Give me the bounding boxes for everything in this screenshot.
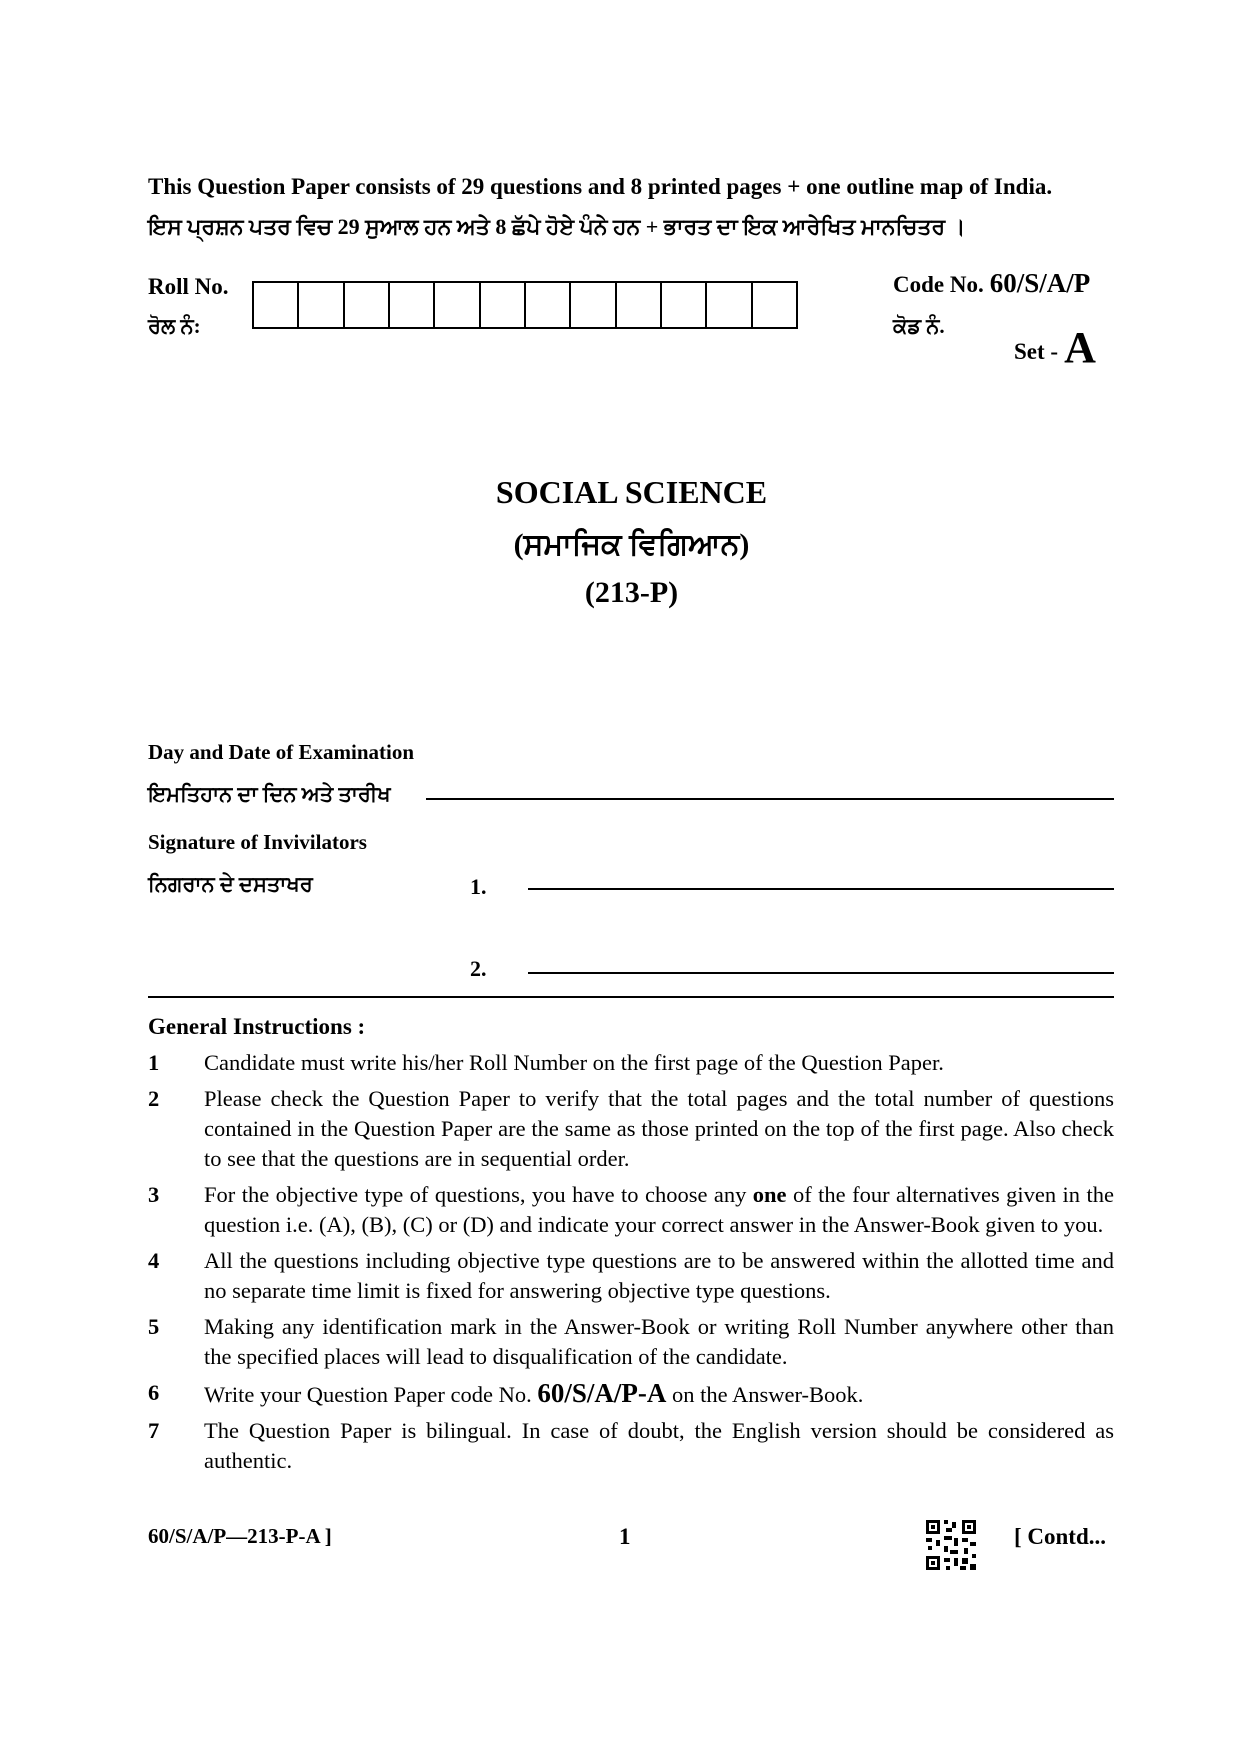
exam-date-label: Day and Date of Examination [148, 740, 415, 764]
instruction-item [148, 1048, 1114, 1078]
continued-label: [ Contd... [1014, 1524, 1107, 1549]
signature-line-2[interactable] [528, 972, 1114, 974]
roll-no-label-punjabi: ਰੋਲ ਨੰ: [148, 314, 201, 338]
instruction-item [148, 1084, 1114, 1174]
instruction-text [204, 1180, 1114, 1240]
instruction-text-emphasis: 60/S/A/P-A [537, 1378, 667, 1408]
paper-consists-english: This Question Paper consists of 29 questions and 8 printed pages + one outline map of India. [148, 174, 1053, 199]
instruction-text: The Question Paper is bilingual. In case of doubt, the English version should be considered as authentic. [204, 1418, 1114, 1473]
invigilator-signature-label: Signature of Invivilators [148, 830, 367, 854]
page-number: 1 [619, 1524, 631, 1549]
exam-date-line[interactable] [426, 798, 1114, 800]
signature-line-number-2: 2. [470, 956, 487, 981]
subject-title: SOCIAL SCIENCE [495, 474, 768, 510]
instruction-number: 5 [148, 1314, 160, 1339]
instruction-item [148, 1180, 1114, 1240]
invigilator-signature-label-punjabi: ਨਿਗਰਾਨ ਦੇ ਦਸਤਾਖਰ [148, 872, 313, 896]
footer-paper-code: 60/S/A/P—213-P-A ] [148, 1524, 332, 1548]
roll-box[interactable] [526, 283, 571, 327]
code-no [893, 268, 1090, 299]
section-divider [148, 996, 1114, 998]
instruction-item [148, 1416, 1114, 1476]
paper-consists-punjabi: ਇਸ ਪ੍ਰਸ਼ਨ ਪਤਰ ਵਿਚ 29 ਸੁਆਲ ਹਨ ਅਤੇ 8 ਛੱਪੇ ਹੋਏ ਪੰਨੇ ਹਨ + ਭਾਰਤ ਦਾ ਇਕ ਆਰੇਖਿਤ ਮਾਨਚਿਤਰ । [148, 214, 966, 239]
instruction-number: 3 [148, 1182, 160, 1207]
roll-box[interactable] [299, 283, 344, 327]
instruction-item [148, 1312, 1114, 1372]
qr-code-icon [924, 1518, 978, 1572]
code-no-label: Code No. [893, 272, 984, 297]
instruction-number: 2 [148, 1086, 160, 1111]
general-instructions-title: General Instructions : [148, 1014, 366, 1039]
instruction-number: 1 [148, 1050, 160, 1075]
instruction-text-post: of the four alternatives given in the question i.e. (A), (B), (C) or (D) and indicate your correct answer in the Answer-Book given to you. [204, 1182, 1114, 1237]
roll-box[interactable] [345, 283, 390, 327]
instruction-text-emphasis: one [752, 1182, 787, 1207]
instruction-number: 4 [148, 1248, 160, 1273]
instruction-text: Making any identification mark in the Answer-Book or writing Roll Number anywhere other than the specified places will lead to disqualification of the candidate. [204, 1314, 1114, 1369]
roll-box[interactable] [390, 283, 435, 327]
subject-code: (213-P) [584, 576, 679, 609]
signature-line-1[interactable] [528, 888, 1114, 890]
set-label: Set - [1014, 339, 1059, 364]
set-value: A [1064, 323, 1096, 372]
instruction-text-pre: For the objective type of questions, you have to choose any [204, 1182, 753, 1207]
roll-number-boxes[interactable] [252, 281, 798, 329]
roll-box[interactable] [481, 283, 526, 327]
subject-title-punjabi: (ਸਮਾਜਿਕ ਵਿਗਿਆਨ) [513, 528, 750, 561]
instruction-number: 6 [148, 1380, 160, 1405]
instruction-text: Please check the Question Paper to verify that the total pages and the total number of questions contained in the Question Paper are the same as those printed on the top of the first page. Also check to see that the questions are in sequential order. [204, 1086, 1114, 1171]
roll-box[interactable] [753, 283, 796, 327]
code-no-label-punjabi: ਕੋਡ ਨੰ. [893, 314, 945, 338]
instruction-item [148, 1378, 1114, 1410]
instruction-text: Candidate must write his/her Roll Number on the first page of the Question Paper. [204, 1050, 944, 1075]
instruction-item [148, 1246, 1114, 1306]
instruction-text-pre: Write your Question Paper code No. [204, 1382, 538, 1407]
roll-box[interactable] [662, 283, 707, 327]
instructions-list [148, 1048, 1114, 1482]
exam-date-label-punjabi: ਇਮਤਿਹਾਨ ਦਾ ਦਿਨ ਅਤੇ ਤਾਰੀਖ [148, 782, 391, 806]
roll-no-label: Roll No. [148, 274, 229, 299]
set-indicator [1014, 322, 1096, 373]
roll-box[interactable] [617, 283, 662, 327]
signature-line-number-1: 1. [470, 874, 487, 899]
roll-box[interactable] [707, 283, 752, 327]
instruction-text-post: on the Answer-Book. [666, 1382, 864, 1407]
roll-box[interactable] [254, 283, 299, 327]
roll-box[interactable] [571, 283, 616, 327]
instruction-number: 7 [148, 1418, 160, 1443]
roll-box[interactable] [435, 283, 480, 327]
instruction-text [204, 1378, 1114, 1410]
instruction-text: All the questions including objective type questions are to be answered within the allotted time and no separate time limit is fixed for answering objective type questions. [204, 1248, 1114, 1303]
code-no-value: 60/S/A/P [989, 268, 1091, 298]
